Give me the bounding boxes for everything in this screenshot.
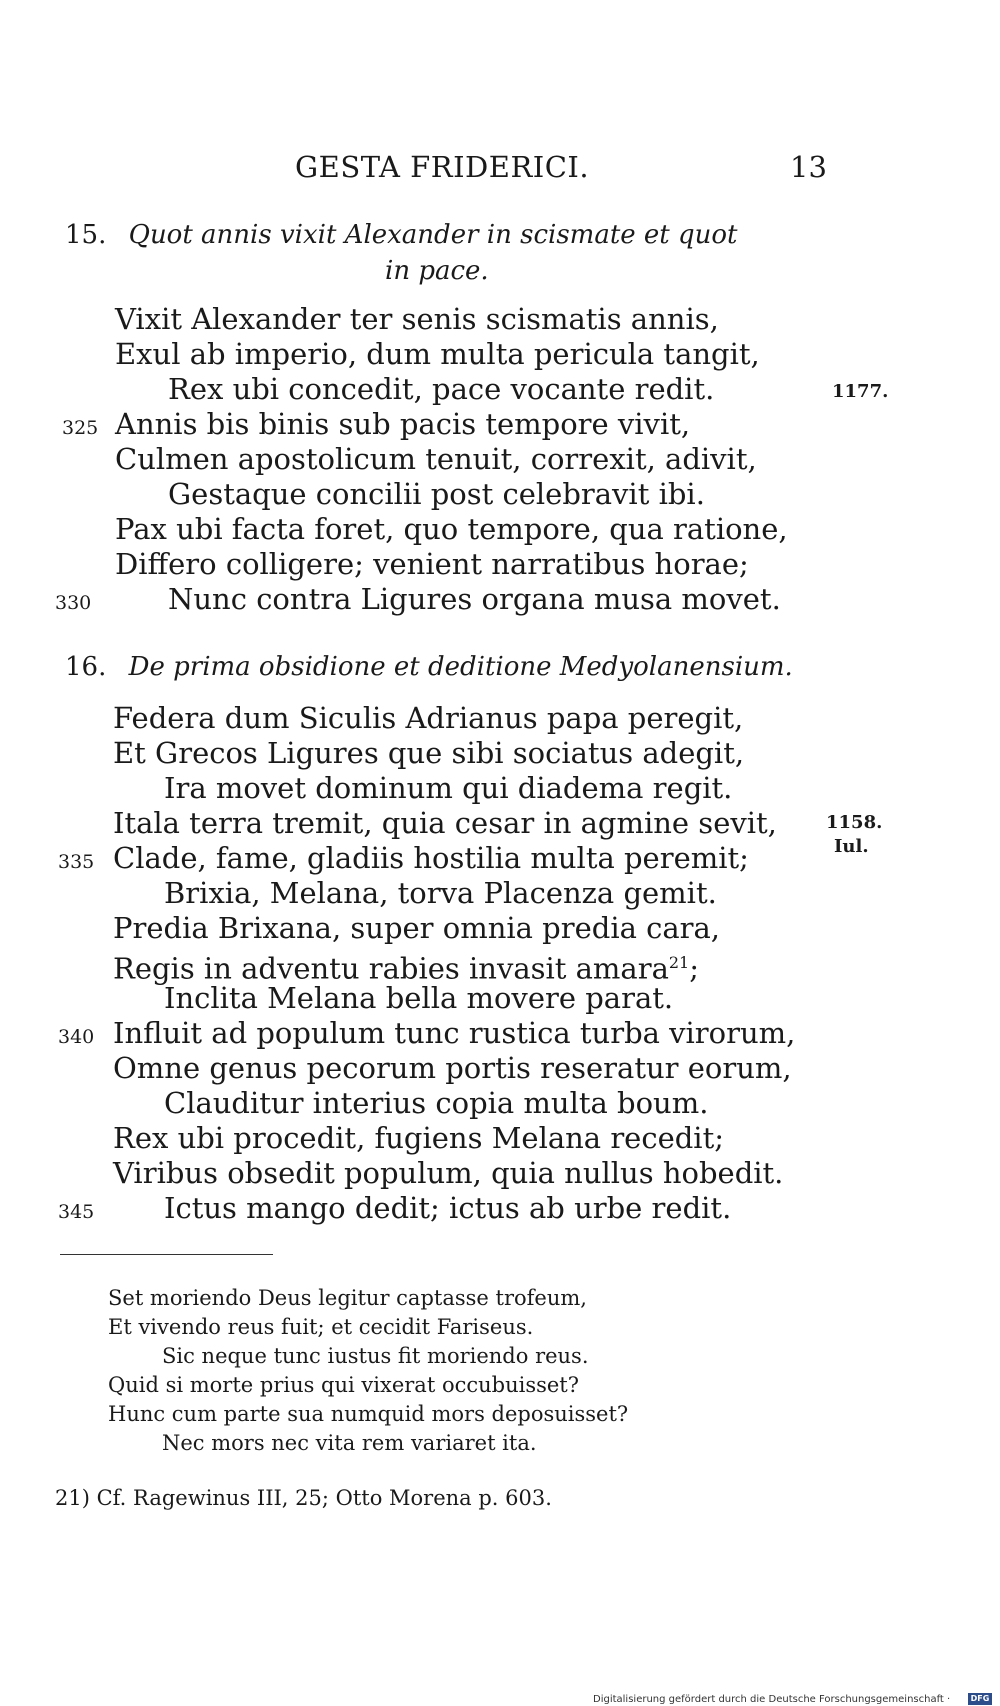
note-line: Sic neque tunc iustus fit moriendo reus. — [162, 1344, 589, 1368]
margin-year-1158: 1158. — [826, 812, 883, 833]
line-number-325: 325 — [62, 417, 99, 439]
verse-line: Itala terra tremit, quia cesar in agmine sevit, — [113, 806, 777, 840]
section-15-heading-line1 — [65, 220, 738, 250]
footnote-separator — [60, 1254, 273, 1255]
verse-line: Nunc contra Ligures organa musa movet. — [168, 582, 781, 616]
margin-month: Iul. — [834, 836, 869, 857]
verse-line: Brixia, Melana, torva Placenza gemit. — [164, 876, 717, 910]
footnote-21: 21) Cf. Ragewinus III, 25; Otto Morena p. 603. — [55, 1486, 552, 1510]
verse-line: Influit ad populum tunc rustica turba virorum, — [113, 1016, 796, 1050]
margin-year-1177: 1177. — [832, 381, 889, 402]
verse-line: Clauditur interius copia multa boum. — [164, 1086, 709, 1120]
running-title: GESTA FRIDERICI. — [295, 150, 590, 184]
section-16-number: 16. — [65, 652, 107, 682]
verse-line: Annis bis binis sub pacis tempore vivit, — [115, 407, 691, 441]
section-15-heading-line2 — [385, 256, 489, 286]
section-16-heading — [65, 652, 793, 682]
verse-line: Et Grecos Ligures que sibi sociatus adegit, — [113, 736, 745, 770]
line-number-345: 345 — [58, 1201, 95, 1223]
verse-line: Pax ubi facta foret, quo tempore, qua ratione, — [115, 512, 788, 546]
verse-line: Differo colligere; venient narratibus horae; — [115, 547, 749, 581]
page-number: 13 — [790, 150, 827, 184]
section-16-title: De prima obsidione et deditione Medyolanensium. — [128, 652, 793, 682]
section-15-title-line2: in pace. — [385, 256, 489, 286]
verse-line: Viribus obsedit populum, quia nullus hobedit. — [113, 1156, 784, 1190]
note-line: Nec mors nec vita rem variaret ita. — [162, 1431, 537, 1455]
digitization-credit: Digitalisierung gefördert durch die Deutsche Forschungsgemeinschaft · — [593, 1694, 951, 1705]
dfg-logo: DFG — [968, 1693, 992, 1705]
note-line: Set moriendo Deus legitur captasse trofeum, — [108, 1286, 587, 1310]
line-number-335: 335 — [58, 851, 95, 873]
verse-punct: ; — [689, 951, 700, 986]
verse-line: Omne genus pecorum portis reseratur eorum, — [113, 1051, 792, 1085]
footnote-marker: 21 — [668, 953, 690, 972]
note-line: Hunc cum parte sua numquid mors deposuisset? — [108, 1402, 629, 1426]
verse-line-with-footnote — [113, 945, 700, 986]
section-15-title-line1: Quot annis vixit Alexander in scismate et quot — [128, 220, 738, 250]
line-number-330: 330 — [55, 592, 92, 614]
verse-line: Clade, fame, gladiis hostilia multa peremit; — [113, 841, 749, 875]
verse-line: Rex ubi concedit, pace vocante redit. — [168, 372, 715, 406]
note-line: Quid si morte prius qui vixerat occubuisset? — [108, 1373, 579, 1397]
note-line: Et vivendo reus fuit; et cecidit Fariseus. — [108, 1315, 534, 1339]
verse-line: Predia Brixana, super omnia predia cara, — [113, 911, 721, 945]
verse-line: Ira movet dominum qui diadema regit. — [164, 771, 733, 805]
verse-line: Gestaque concilii post celebravit ibi. — [168, 477, 705, 511]
line-number-340: 340 — [58, 1026, 95, 1048]
verse-line: Exul ab imperio, dum multa pericula tangit, — [115, 337, 760, 371]
verse-line: Federa dum Siculis Adrianus papa peregit, — [113, 701, 744, 735]
verse-line: Vixit Alexander ter senis scismatis annis, — [115, 302, 719, 336]
verse-line: Inclita Melana bella movere parat. — [164, 981, 674, 1015]
verse-text: Regis in adventu rabies invasit amara — [113, 951, 669, 986]
verse-line: Ictus mango dedit; ictus ab urbe redit. — [164, 1191, 732, 1225]
verse-line: Culmen apostolicum tenuit, correxit, adivit, — [115, 442, 757, 476]
section-15-number: 15. — [65, 220, 107, 250]
verse-line: Rex ubi procedit, fugiens Melana recedit; — [113, 1121, 725, 1155]
running-header — [0, 150, 1000, 186]
